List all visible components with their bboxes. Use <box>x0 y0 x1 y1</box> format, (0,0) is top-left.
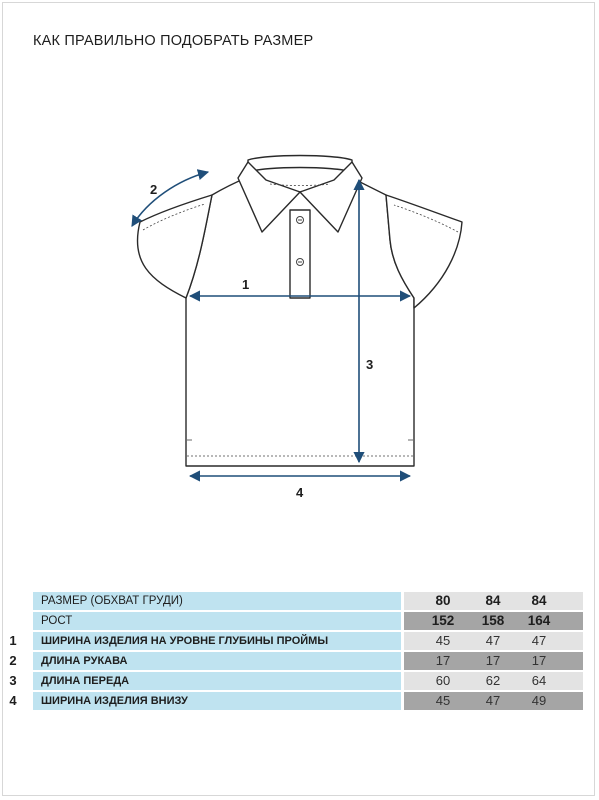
row-number: 2 <box>9 653 17 668</box>
cell-value: 49 <box>531 693 547 708</box>
table-row <box>9 672 583 690</box>
table-row <box>33 592 583 610</box>
cell-value: 158 <box>481 613 505 628</box>
row-label: ШИРИНА ИЗДЕЛИЯ ВНИЗУ <box>33 692 401 710</box>
cell-value: 84 <box>531 593 547 608</box>
cell-value: 45 <box>435 693 451 708</box>
dimension-4-label: 4 <box>296 485 304 500</box>
cell-value: 47 <box>485 693 501 708</box>
table-row <box>9 632 583 650</box>
dimension-1-label: 1 <box>242 277 250 292</box>
row-label: РОСТ <box>33 612 401 630</box>
cell-value: 80 <box>435 593 451 608</box>
cell-value: 60 <box>435 673 451 688</box>
size-table <box>9 592 583 712</box>
cell-value: 47 <box>531 633 547 648</box>
row-number: 3 <box>9 673 17 688</box>
table-row <box>33 612 583 630</box>
cell-value: 164 <box>527 613 551 628</box>
row-label: ШИРИНА ИЗДЕЛИЯ НА УРОВНЕ ГЛУБИНЫ ПРОЙМЫ <box>33 632 401 650</box>
dimension-3-label: 3 <box>366 357 374 372</box>
cell-value: 64 <box>531 673 547 688</box>
cell-value: 45 <box>435 633 451 648</box>
table-row <box>9 652 583 670</box>
cell-value: 17 <box>485 653 501 668</box>
row-label: ДЛИНА РУКАВА <box>33 652 401 670</box>
row-number: 1 <box>9 633 17 648</box>
cell-value: 152 <box>431 613 455 628</box>
cell-value: 47 <box>485 633 501 648</box>
page-title: КАК ПРАВИЛЬНО ПОДОБРАТЬ РАЗМЕР <box>33 33 314 49</box>
row-label: ДЛИНА ПЕРЕДА <box>33 672 401 690</box>
cell-value: 84 <box>485 593 501 608</box>
row-number: 4 <box>9 693 17 708</box>
dimension-2-label: 2 <box>150 182 158 197</box>
cell-value: 17 <box>435 653 451 668</box>
cell-value: 62 <box>485 673 501 688</box>
shirt-outline <box>137 156 462 467</box>
cell-value: 17 <box>531 653 547 668</box>
table-row <box>9 692 583 710</box>
shirt-collar-band <box>248 156 352 173</box>
row-label: РАЗМЕР (ОБХВАТ ГРУДИ) <box>33 592 401 610</box>
